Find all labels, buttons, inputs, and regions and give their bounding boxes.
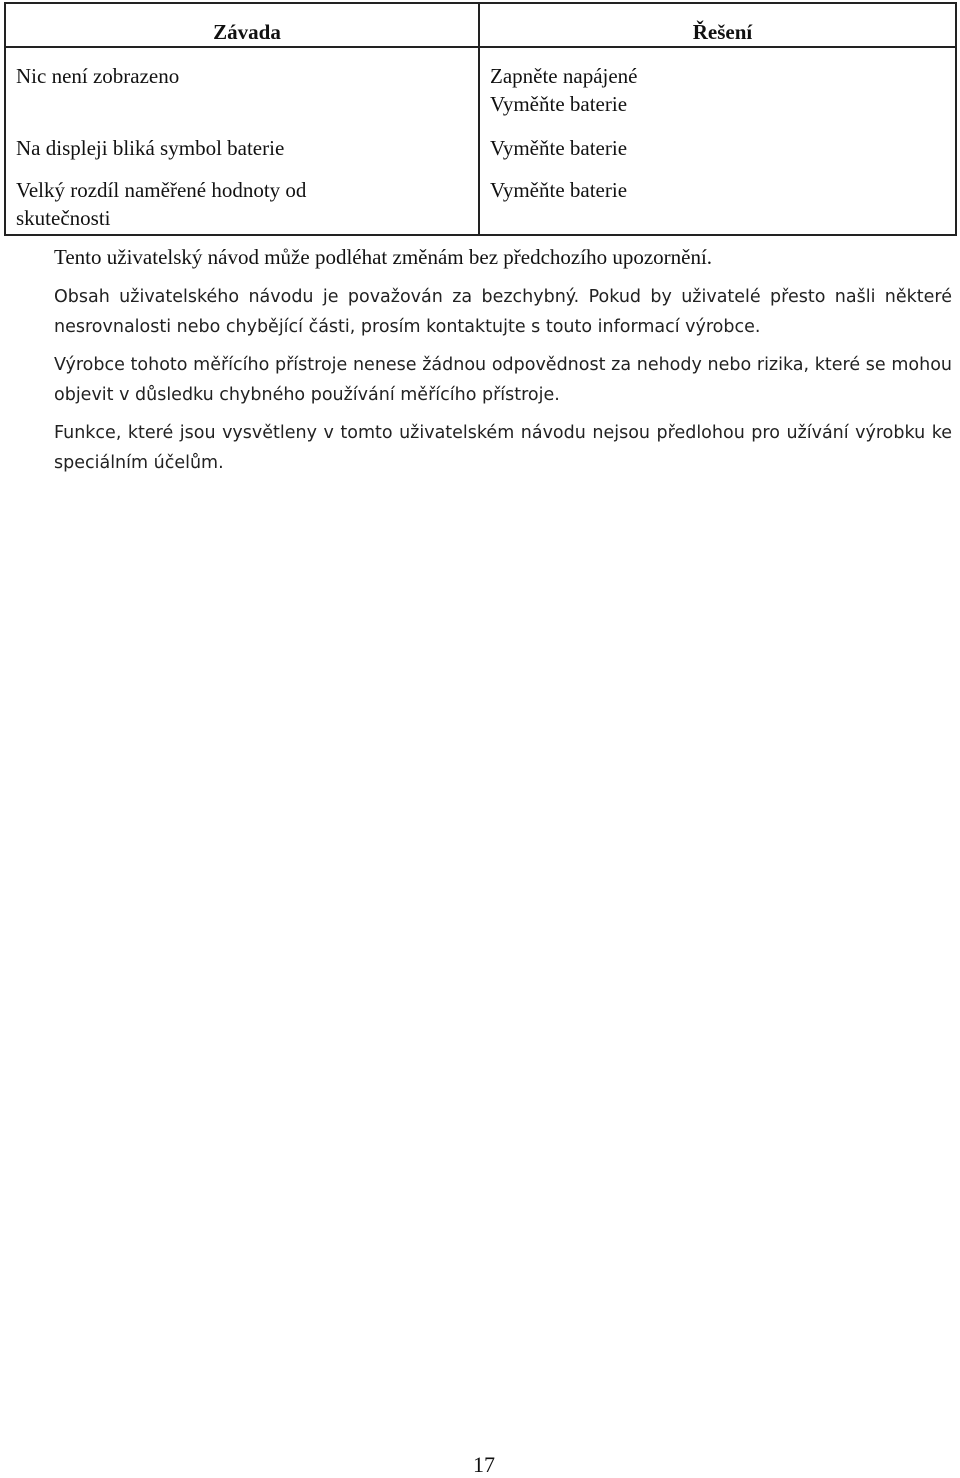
page-number: 17: [473, 1452, 495, 1477]
solution-cell: [479, 168, 956, 235]
disclaimer-notes: [54, 242, 952, 486]
header-fault: Závada: [5, 3, 479, 47]
solution-cell: [479, 47, 956, 124]
note-paragraph: Obsah uživatelského návodu je považován za bezchybný. Pokud by uživatelé přesto našli některé nesrovnalosti nebo chybějící části, prosím kontaktujte s touto informací výrobce.: [54, 287, 952, 337]
fault-cell: [5, 124, 479, 168]
note-paragraph: Funkce, které jsou vysvětleny v tomto uživatelském návodu nejsou předlohou pro užívání výrobku ke speciálním účelům.: [54, 423, 952, 473]
table-row: [5, 168, 956, 235]
note-paragraph: Výrobce tohoto měřícího přístroje nenese žádnou odpovědnost za nehody nebo rizika, které se mohou objevit v důsledku chybného používání měřícího přístroje.: [54, 355, 952, 405]
solution-text: Vyměňte baterie: [490, 92, 628, 116]
note-paragraph: Tento uživatelský návod může podléhat změnám bez předchozího upozornění.: [54, 245, 713, 269]
fault-text: Velký rozdíl naměřené hodnoty od: [16, 178, 307, 202]
header-solution: Řešení: [479, 3, 956, 47]
table-row: [5, 124, 956, 168]
fault-text: Nic není zobrazeno: [16, 64, 180, 88]
fault-cell: [5, 47, 479, 124]
solution-text: Zapněte napájené: [490, 64, 638, 88]
solution-text: Vyměňte baterie: [490, 178, 628, 202]
fault-cell: [5, 168, 479, 235]
table-row: [5, 47, 956, 124]
table-header-row: [5, 3, 956, 47]
troubleshooting-table: [4, 2, 957, 236]
fault-text: skutečnosti: [16, 206, 111, 230]
solution-cell: [479, 124, 956, 168]
fault-text: Na displeji bliká symbol baterie: [16, 136, 285, 160]
solution-text: Vyměňte baterie: [490, 136, 628, 160]
